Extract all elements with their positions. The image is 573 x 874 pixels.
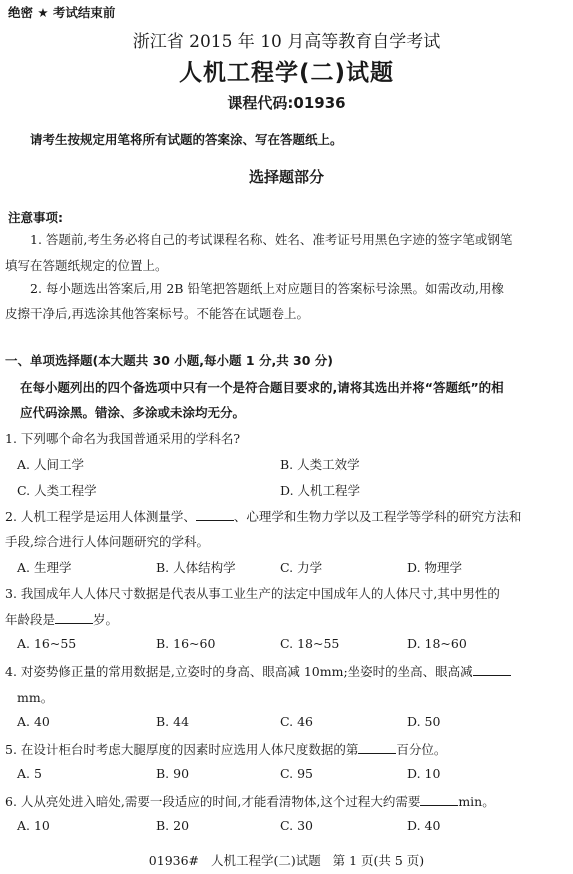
question-5-stem-part-1: 5. 在设计柜台时考虑大腿厚度的因素时应选用人体尺度数据的第 <box>5 742 359 757</box>
question-4-stem-line-2: mm。 <box>17 690 54 705</box>
course-code: 课程代码:01936 <box>227 94 346 112</box>
notice-item-2-line-2: 皮擦干净后,再选涂其他答案标号。不能答在试题卷上。 <box>5 306 309 321</box>
answer-blank <box>473 663 511 676</box>
question-1-option-d: D. 人机工程学 <box>280 483 361 498</box>
question-2-stem-line-2: 手段,综合进行人体问题研究的学科。 <box>5 534 209 549</box>
question-6-option-d: D. 40 <box>407 818 441 833</box>
question-4-stem-part-1: 4. 对姿势修正量的常用数据是,立姿时的身高、眼高减 10mm;坐姿时的坐高、眼高减 <box>5 664 473 679</box>
question-3-option-d: D. 18~60 <box>407 636 467 651</box>
question-5-option-d: D. 10 <box>407 766 441 781</box>
notice-item-1-line-1: 1. 答题前,考生务必将自己的考试课程名称、姓名、准考证号用黑色字迹的签字笔或钢笔 <box>30 232 513 247</box>
question-4-option-a: A. 40 <box>17 714 50 729</box>
question-2-option-a: A. 生理学 <box>17 560 72 575</box>
question-2-option-b: B. 人体结构学 <box>156 560 236 575</box>
question-4-option-c: C. 46 <box>280 714 313 729</box>
part1-heading: 一、单项选择题(本大题共 30 小题,每小题 1 分,共 30 分) <box>5 353 334 368</box>
general-instruction: 请考生按规定用笔将所有试题的答案涂、写在答题纸上。 <box>30 132 343 147</box>
question-1-option-b: B. 人类工效学 <box>280 457 360 472</box>
page-footer: 01936# 人机工程学(二)试题 第 1 页(共 5 页) <box>148 853 425 868</box>
notice-item-2-line-1: 2. 每小题选出答案后,用 2B 铅笔把答题纸上对应题目的答案标号涂黑。如需改动,用橡 <box>30 281 504 296</box>
question-2-option-c: C. 力学 <box>280 560 323 575</box>
part1-description-line-1: 在每小题列出的四个备选项中只有一个是符合题目要求的,请将其选出并将“答题纸”的相 <box>20 380 504 395</box>
answer-blank <box>196 508 234 521</box>
exam-session-title: 浙江省 2015 年 10 月高等教育自学考试 <box>132 32 441 52</box>
question-4-option-d: D. 50 <box>407 714 441 729</box>
question-1-option-a: A. 人间工学 <box>17 457 84 472</box>
confidential-mark: 绝密 ★ 考试结束前 <box>8 5 116 20</box>
notice-heading: 注意事项: <box>8 210 63 225</box>
exam-title: 人机工程学(二)试题 <box>178 60 395 86</box>
question-5-stem-part-2: 百分位。 <box>396 742 447 757</box>
question-6-stem <box>5 792 495 810</box>
question-5-stem <box>5 740 446 758</box>
question-3-option-a: A. 16~55 <box>17 636 77 651</box>
question-3-stem-line-1: 3. 我国成年人人体尺寸数据是代表从事工业生产的法定中国成年人的人体尺寸,其中男性的 <box>5 586 500 601</box>
answer-blank <box>55 611 93 624</box>
question-3-stem-part-2: 岁。 <box>93 612 119 627</box>
question-1-option-c: C. 人类工程学 <box>17 483 97 498</box>
question-2-stem-part-1: 2. 人机工程学是运用人体测量学、 <box>5 509 196 524</box>
question-2-option-d: D. 物理学 <box>407 560 463 575</box>
question-4-option-b: B. 44 <box>156 714 190 729</box>
notice-item-1-line-2: 填写在答题纸规定的位置上。 <box>5 258 168 273</box>
section-title: 选择题部分 <box>248 168 324 186</box>
part1-description-line-2: 应代码涂黑。错涂、多涂或未涂均无分。 <box>20 405 246 420</box>
question-2-stem-part-2: 、心理学和生物力学以及工程学等学科的研究方法和 <box>233 509 522 524</box>
question-6-option-a: A. 10 <box>17 818 50 833</box>
question-6-option-c: C. 30 <box>280 818 313 833</box>
question-6-stem-part-1: 6. 人从亮处进入暗处,需要一段适应的时间,才能看清物体,这个过程大约需要 <box>5 794 421 809</box>
question-5-option-b: B. 90 <box>156 766 190 781</box>
question-3-option-c: C. 18~55 <box>280 636 340 651</box>
question-5-option-a: A. 5 <box>17 766 42 781</box>
question-5-option-c: C. 95 <box>280 766 313 781</box>
question-1-stem: 1. 下列哪个命名为我国普通采用的学科名? <box>5 431 241 446</box>
question-6-stem-part-2: min。 <box>458 794 495 809</box>
question-3-stem-part-1: 年龄段是 <box>5 612 56 627</box>
question-3-stem-line-2 <box>5 610 118 628</box>
question-3-option-b: B. 16~60 <box>156 636 216 651</box>
question-6-option-b: B. 20 <box>156 818 190 833</box>
question-2-stem-line-1 <box>5 507 521 525</box>
question-4-stem-line-1 <box>5 662 511 680</box>
answer-blank <box>420 793 458 806</box>
answer-blank <box>358 741 396 754</box>
